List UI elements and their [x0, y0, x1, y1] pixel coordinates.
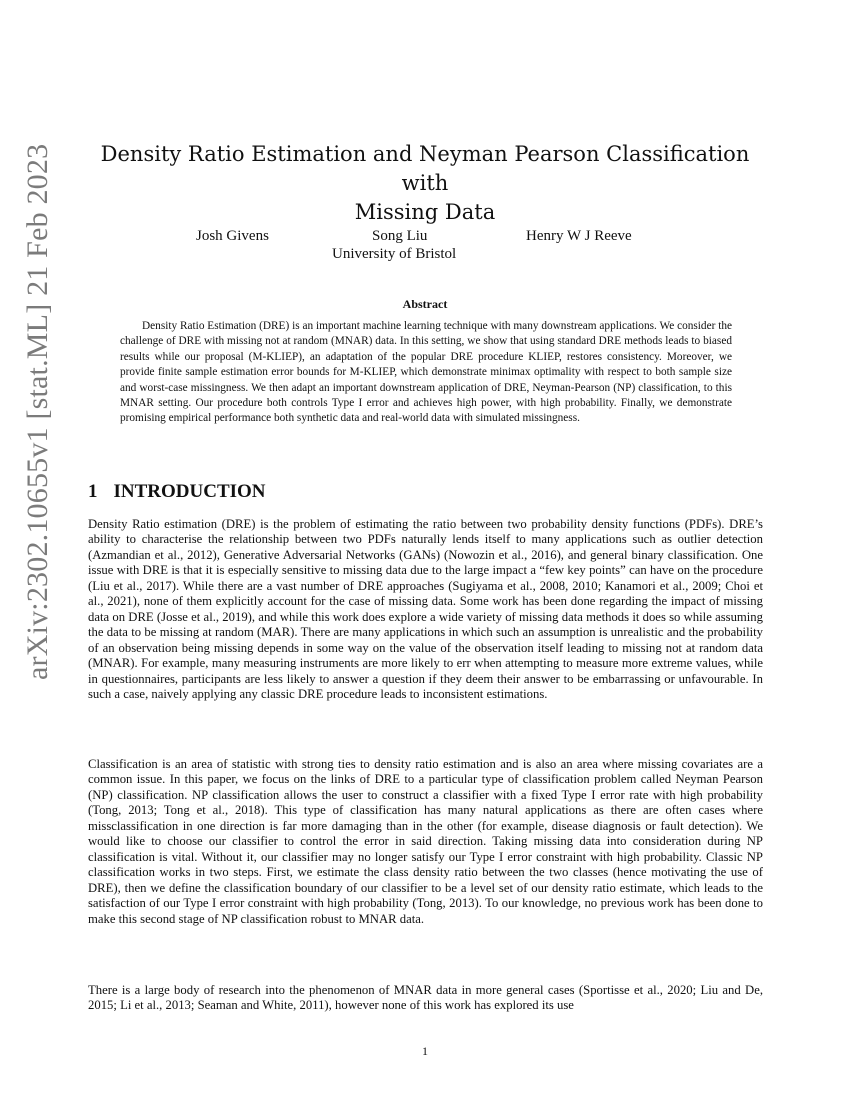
author-name: Song Liu — [372, 228, 428, 244]
section-title: INTRODUCTION — [113, 481, 266, 502]
paper-title-line-1: Density Ratio Estimation and Neyman Pearson Classification with — [100, 142, 750, 195]
arxiv-identifier-stamp: arXiv:2302.10655v1 [stat.ML] 21 Feb 2023 — [21, 143, 54, 680]
body-paragraph: Density Ratio estimation (DRE) is the problem of estimating the ratio between two probability density functions (PDFs). DRE’s ability to characterise the relationship between two PDFs naturally lends itself to many applications such as outlier detection (Azmandian et al., 2012), Generative Adversarial Networks (GANs) (Nowozin et al., 2016), and general binary classification. One issue with DRE is that it is especially sensitive to missing data due to the large impact a “few key points” can have on the procedure (Liu et al., 2017). While there are a vast number of DRE approaches (Sugiyama et al., 2008, 2010; Kanamori et al., 2009; Choi et al., 2021), none of them explicitly account for the case of missing data. Some work has been done regarding the impact of missing data on DRE (Josse et al., 2019), and while this work does explore a wide variety of missing data methods it does so while assuming the data to be missing at random (MAR). There are many applications in which such an assumption is unrealistic and the probability of an observation being missing depends in some way on the value of the observation itself leading to missing not at random data (MNAR). For example, many measuring instruments are more likely to err when attempting to measure more extreme values, while in questionnaires, participants are less likely to answer a question if they deem their answer to be embarrassing or unfavourable. In such a case, naively applying any classic DRE procedure leads to inconsistent estimations. — [88, 517, 763, 701]
abstract-text: Density Ratio Estimation (DRE) is an important machine learning technique with many downstream applications. We consider the challenge of DRE with missing not at random (MNAR) data. In this setting, we show that using standard DRE methods leads to biased results while our proposal (M-KLIEP), an adaptation of the popular DRE procedure KLIEP, restores consistency. Moreover, we provide finite sample estimation error bounds for M-KLIEP, which demonstrate minimax optimality with respect to both sample size and worst-case missingness. We then adapt an important downstream application of DRE, Neyman-Pearson (NP) classification, to this MNAR setting. Our procedure both controls Type I error and achieves high power, with high probability. Finally, we demonstrate promising empirical performance both synthetic data and real-world data with simulated missingness. — [120, 320, 732, 425]
section-heading-introduction — [88, 480, 266, 504]
section-number: 1 — [88, 481, 98, 502]
author-name: Henry W J Reeve — [526, 228, 632, 244]
abstract-heading: Abstract — [402, 297, 448, 311]
body-paragraph: There is a large body of research into the phenomenon of MNAR data in more general cases (Sportisse et al., 2020; Liu and De, 2015; Li et al., 2013; Seaman and White, 2011), however none of this work has explored its use — [88, 983, 763, 1013]
page-number: 1 — [422, 1044, 428, 1058]
paper-title-line-2: Missing Data — [354, 200, 496, 224]
author-block — [0, 226, 850, 270]
paper-title — [90, 140, 760, 227]
author-affiliation: University of Bristol — [332, 246, 457, 262]
author-name: Josh Givens — [196, 228, 269, 244]
body-paragraph: Classification is an area of statistic with strong ties to density ratio estimation and is also an area where missing covariates are a common issue. In this paper, we focus on the links of DRE to a particular type of classification problem called Neyman Pearson (NP) classification. NP classification allows the user to construct a classifier with a fixed Type I error rate with high probability (Tong, 2013; Tong et al., 2018). This type of classification has many natural applications as there are often cases where missclassification in one direction is far more damaging than in the other (for example, disease diagnosis or fault detection). We would like to choose our classifier to control the error in said direction. Taking missing data into consideration during NP classification is vital. Without it, our classifier may no longer satisfy our Type I error constraint with high probability. Classic NP classification works in two steps. First, we estimate the class density ratio between the two classes (hence motivating the use of DRE), then we define the classification boundary of our classifier to be a level set of our density ratio estimate, which leads to the satisfaction of our Type I error constraint with high probability (Tong, 2013). To our knowledge, no previous work has been done to make this second stage of NP classification robust to MNAR data. — [88, 757, 763, 926]
